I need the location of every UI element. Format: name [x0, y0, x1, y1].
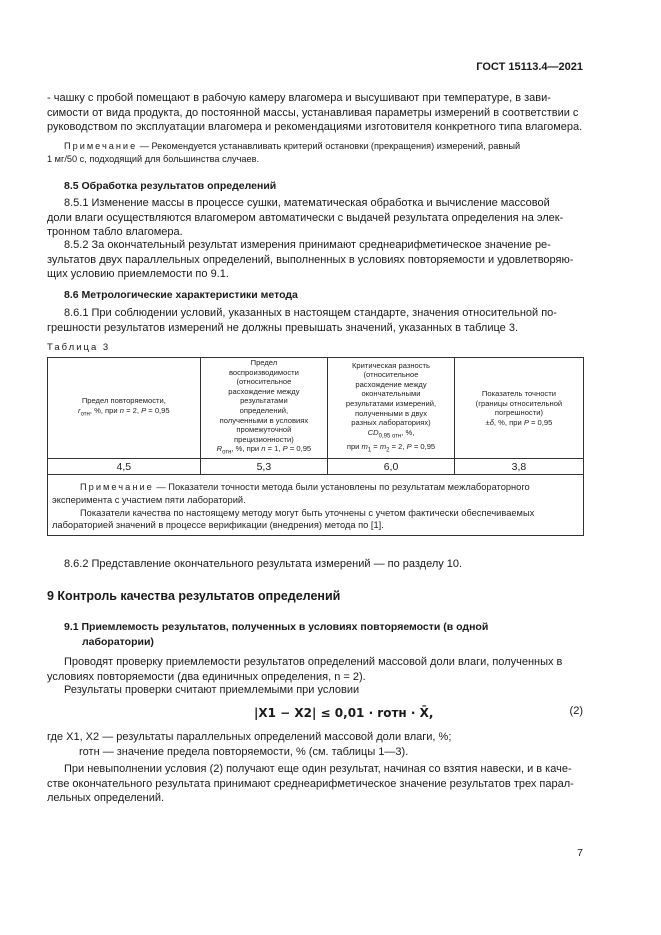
- header-line: Предел повторяемости,: [81, 396, 166, 406]
- header-line: $CD_{0,95 отн}$, %,: [367, 427, 415, 440]
- section-8-5-title: 8.5 Обработка результатов определений: [64, 180, 277, 192]
- text-line: 8.5.2 За окончательный результат измерения принимают среднеарифметическое значение ре-: [64, 239, 551, 251]
- paragraph-8-6-2: 8.6.2 Представление окончательного результата измерений — по разделу 10.: [64, 558, 463, 570]
- header-cell-reproducibility: [200, 358, 327, 459]
- header-line: результатами измерений,: [345, 398, 437, 408]
- note-line: [52, 481, 579, 494]
- header-line: полученными в двух: [354, 408, 427, 418]
- paragraph-9-1-3: [47, 762, 584, 806]
- note-text: — Рекомендуется устанавливать критерий остановки (прекращения) измерений, равный: [137, 141, 521, 151]
- header-line: $R_{отн}$, %, при n = 1, P = 0,95: [216, 444, 312, 456]
- intro-note: [64, 140, 584, 153]
- intro-note-cont: 1 мг/50 с, подходящий для большинства случаев.: [47, 154, 260, 164]
- text-line: зультатов двух параллельных определений, выполненных в условиях повторяемости и удовлетворяю-: [47, 253, 574, 266]
- paragraph-8-5-2: [47, 238, 584, 282]
- formula-number: (2): [569, 705, 583, 717]
- header-line: полученными в условиях: [219, 415, 309, 425]
- where-line-2: rотн — значение предела повторяемости, % (см. таблицы 1—3).: [79, 746, 409, 758]
- note-line: лабораторией значений в процессе верификации (внедрения) метода по [1].: [52, 520, 384, 531]
- header-line: расхождение между: [228, 386, 300, 396]
- section-9-1-title: [64, 620, 584, 649]
- section-8-6-title: 8.6 Метрологические характеристики метода: [64, 289, 298, 301]
- table-header-row: [48, 358, 584, 459]
- header-line: определений,: [239, 405, 289, 415]
- table-caption: Таблица 3: [47, 342, 111, 353]
- note-label: Примечание: [64, 141, 138, 151]
- header-line: (относительное: [236, 377, 292, 387]
- paragraph-9-1-2: Результаты проверки считают приемлемыми при условии: [64, 684, 360, 696]
- header-cell-accuracy: [454, 358, 583, 459]
- header-line: результатами: [240, 396, 288, 406]
- value-cell: 6,0: [328, 459, 455, 475]
- text-line: При невыполнении условия (2) получают еще один результат, начиная со взятия навески, и в каче-: [64, 763, 572, 775]
- paragraph-9-1-1: [47, 655, 584, 684]
- header-line: Критическая разность: [351, 360, 430, 370]
- value-cell: 4,5: [48, 459, 201, 475]
- header-line: расхождение между: [355, 379, 427, 389]
- text-line: руководством по эксплуатации влагомера и рекомендациями изготовителя конкретного типа влагомера.: [47, 121, 583, 134]
- text-line: Проводят проверку приемлемости результатов определений массовой доли влаги, полученных в: [64, 656, 563, 668]
- text-line: симости от вида продукта, до постоянной массы, устанавливая параметры измерений в соответствии с: [47, 106, 579, 119]
- intro-paragraph: [47, 91, 584, 135]
- text-line: щих условию приемлемости по 9.1.: [47, 268, 229, 281]
- header-line: (относительное: [363, 370, 419, 380]
- text-line: грешности результатов измерений не должны превышать значений, указанных в таблице 3.: [47, 321, 519, 334]
- value-cell: 3,8: [454, 459, 583, 475]
- header-line: (границы относительной: [475, 398, 563, 408]
- text-line: условиях повторяемости (два единичных определения, n = 2).: [47, 670, 366, 683]
- text-line: тронном табло влагомера.: [47, 226, 183, 239]
- header-line: окончательными: [361, 389, 421, 399]
- text-line: 8.6.1 При соблюдении условий, указанных в настоящем стандарте, значения относительной по-: [64, 307, 557, 319]
- table-note-row: [48, 475, 584, 535]
- table-value-row: [48, 459, 584, 475]
- header-line: Предел: [250, 358, 278, 367]
- table-note: [48, 475, 584, 535]
- text-line: - чашку с пробой помещают в рабочую камеру влагомера и высушивают при температуре, в зави-: [47, 92, 551, 104]
- header-line: ±δ, %, при P = 0,95: [485, 417, 553, 427]
- header-line: промежуточной: [236, 425, 292, 435]
- header-cell-critical-difference: [328, 358, 455, 459]
- text-line: лельных определений.: [47, 792, 165, 805]
- standard-number: ГОСТ 15113.4—2021: [476, 61, 583, 73]
- where-line-1: где X1, X2 — результаты параллельных определений массовой доли влаги, %;: [47, 731, 452, 743]
- text-line: стве окончательного результата принимают среднеарифметическое значение результатов трех парал-: [47, 777, 574, 790]
- header-cell-repeatability: [48, 358, 201, 459]
- formula: |X1 − X2| ≤ 0,01 · rотн · X̄,: [254, 706, 434, 720]
- page-number: 7: [577, 847, 583, 859]
- section-9-title: 9 Контроль качества результатов определений: [47, 589, 341, 603]
- title-line: 9.1 Приемлемость результатов, полученных в условиях повторяемости (в одной: [64, 621, 489, 633]
- text-line: 8.5.1 Изменение массы в процессе сушки, математическая обработка и вычисление массовой: [64, 197, 550, 209]
- note-line: Показатели качества по настоящему методу могут быть уточнены с учетом фактически обеспечиваемых: [80, 507, 535, 518]
- title-line: лаборатории): [82, 635, 154, 648]
- header-line: воспроизводимости: [228, 367, 299, 377]
- note-line: эксперимента с участием пяти лабораторий.: [52, 495, 246, 506]
- paragraph-8-5-1: [47, 196, 584, 240]
- header-line: прецизионности): [234, 434, 294, 444]
- text-line: доли влаги осуществляются влагомером автоматически с выдачей результата определения на элек-: [47, 211, 564, 224]
- value-cell: 5,3: [200, 459, 327, 475]
- header-line: погрешности): [494, 408, 543, 418]
- header-line: при $m_1 = m_2 = 2$, P = 0,95: [346, 441, 436, 454]
- note-text: — Показатели точности метода были установлены по результатам межлабораторного: [153, 482, 530, 493]
- table-3: [47, 357, 584, 536]
- paragraph-8-6-1: [47, 306, 584, 335]
- header-line: разных лабораториях): [351, 418, 431, 428]
- note-label: Примечание: [80, 482, 154, 493]
- header-line: Показатель точности: [481, 389, 556, 399]
- header-line: $r_{отн}$, %, при n = 2, P = 0,95: [78, 405, 170, 418]
